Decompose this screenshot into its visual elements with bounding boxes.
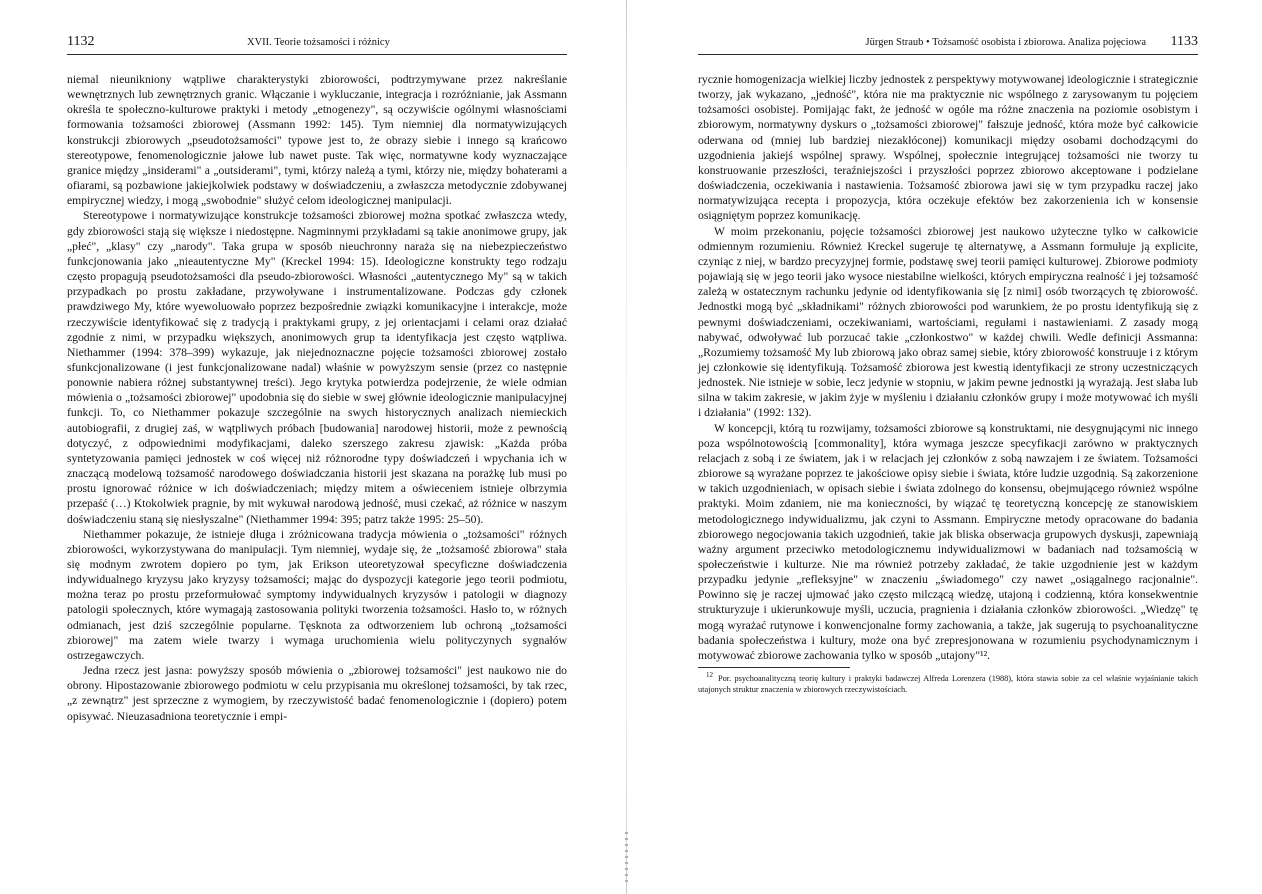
right-paragraph-3: W koncepcji, którą tu rozwijamy, tożsamości zbiorowe są konstruktami, nie desygnującymi nic innego poza wspólnotowością [commonality], która wymaga jeszcze specyfikacji zarówno w praktycznych relacjach z sobą i ze światem, jak i w relacjach jej członków z sobą nawzajem i ze światem. Tożsamości zbiorowe są wyrażane poprzez te jakościowe opisy siebie i świata, które ludzie uzgodnią. Są zakorzenione w takich uzgodnieniach, w opisach siebie i świata zdolnego do konsensu, obejmującego również wspólne praktyki. Moim zdaniem, nie ma konieczności, by wiązać tę teoretyczną koncepcję ze stanowiskiem metodologicznego indywidualizmu, jak czyni to Assmann. Empiryczne metody opracowane do badania zbiorowego negocjowania takich uzgodnień, takie jak bliska obserwacja grupowych dyskusji, zapewniają ważny argument przeciwko metodologicznemu indywidualizmowi w badaniach nad tożsamością w społeczeństwie i kulturze. Nie ma również potrzeby zakładać, że takie uzgodnienie jest w każdym przypadku jedynie „refleksyjne" w znaczeniu „świadomego" czy nawet „osiągalnego racjonalnie". Powinno się je raczej ujmować jako często milczącą wiedzę, utajoną i codzienną, która konsekwentnie strukturyzuje i ukierunkowuje myśli, uczucia, pragnienia i działania członków zbiorowości. „Wiedzę" tę mogą wyrażać rutynowe i konwencjonalne formy zachowania, a także, jak sugerują to psychoanalityczne badania społeczeństwa i kultury, może ona być zrepresjonowana w rozumieniu psychodynamicznym i motywować zbiorowe zachowania tylko w sposób „utajony"¹².: [698, 421, 1198, 662]
left-page: [0, 0, 620, 894]
left-paragraph-3: Niethammer pokazuje, że istnieje długa i zróżnicowana tradycja mówienia o „tożsamości" różnych zbiorowości, wykorzystywana do manipulacji. Tym niemniej, wydaje się, że „tożsamość zbiorowa" stała się modnym zwrotem dopiero po tym, jak Erikson uteoretyzował specyficzne doświadczenia indywidualnego kryzysu jako kryzysy tożsamości; mając do dyspozycji kategorie jego teorii podmiotu, można teraz po prostu przeformułować symptomy indywidualnych kryzysów i patologii w diagnozy patologii społecznych, które wymagają zastosowania polityki tworzenia tożsamości. Hasło to, w różnych odmianach, jest dziś szczególnie popularne. Tęsknota za odtworzeniem lub ochroną „tożsamości zbiorowej" ma zatem wiele twarzy i wymaga uruchomienia wielu polityczynych sygnałów ostrzegawczych.: [67, 527, 567, 662]
book-gutter: [622, 0, 632, 894]
left-paragraph-2: Stereotypowe i normatywizujące konstrukcje tożsamości zbiorowej można spotkać zwłaszcza wtedy, gdy zbiorowości stają się większe i niedostępne. Nagminnymi przykładami są takie anonimowe grupy, jak „płeć", „klasy" czy „narody". Taka grupa w sposób nieuchronny naraża się na niebezpieczeństwo funkcjonowania jako „nieautentyczne My" (Kreckel 1994: 15). Ideologiczne konstrukty tego rodzaju często propagują pseudotożsamości dla pseudo-zbiorowości. Własności „autentycznego My" są w takich przypadkach po prostu zakładane, przywoływane i instrumentalizowane. Podczas gdy członek prawdziwego My, które wyewoluowało poprzez bezpośrednie związki komunikacyjne i interakcje, może rzeczywiście identyfikować się z tradycją i praktykami grupy, z jej orientacjami i celami oraz działać zgodnie z nimi, w przypadku większych, anonimowych grup ta identyfikacja jest często wątpliwa. Niethammer (1994: 378–399) wykazuje, jak niejednoznaczne pojęcie tożsamości zbiorowej zostało sfunkcjonalizowane (i jest funkcjonalizowane nadal) właśnie w powyższym sensie (przez co następnie ponownie nabiera różnej substantywnej treści). Jego krytyka potwierdza podejrzenie, że wiele odmian mówienia o „tożsamości zbiorowej" upodobnia się do siebie w swej głównie ideologicznie manipulacyjnej funkcji. To, co Niethammer pokazuje szczególnie na swych historycznych analizach niemieckich autobiografii, z drugiej zaś, w wątpliwych próbach [budowania] narodowej historii, może z pewnością dotyczyć, z odpowiednimi modyfikacjami, daleko szerszego zakresu zjawisk: „Każda próba syntetyzowania pamięci jednostek w coś więcej niż różnorodne typy doświadczeń i wpychania ich w znaczącą modelową tożsamość narodowego doświadczania historii jest skazana na porażkę lub musi po prostu ignorować różnice w ich doświadczeniach; między mitem a oświeceniem istnieje olbrzymia przepaść (…) Ktokolwiek pragnie, by mit wykuwał narodową jedność, musi czekać, aż różnice w naszym doświadczeniu staną się niesłyszalne" (Niethammer 1994: 395; patrz także 1995: 25–50).: [67, 209, 567, 526]
left-paragraph-1: niemal nieunikniony wątpliwe charakterystyki zbiorowości, podtrzymywane przez nakreślanie wewnętrznych lub zewnętrznych granic. Włączanie i wykluczanie, integracja i rozróżnianie, jak Assmann określa te społeczno-kulturowe praktyki i metody „etnogenezy", są oczywiście ogólnymi własnościami formowania tożsamości zbiorowej (Assmann 1992: 145). Tym niemniej dla normatywizujących konstrukcji zbiorowych „pseudotożsamości" typowe jest to, że obrazy siebie i innego są krańcowo stereotypowe, fenomenologicznie jałowe lub nawet puste. Tak więc, normatywne kody wyznaczające granice między „insiderami" a „outsiderami", tymi, którzy należą a tymi, którzy nie, między bohaterami a ofiarami, są pozbawione jakiejkolwiek podstawy w doświadczeniu, a zwłaszcza metodycznie zdobywanej empirycznej wiedzy, i mogą „swobodnie" służyć celom ideologicznej manipulacji.: [67, 73, 567, 208]
left-body-text: [67, 72, 567, 724]
footnote-divider: [698, 667, 850, 668]
right-body-text: [698, 72, 1198, 695]
left-running-header: [67, 34, 567, 55]
left-page-number: 1132: [67, 34, 95, 49]
right-paragraph-2: W moim przekonaniu, pojęcie tożsamości zbiorowej jest naukowo użyteczne tylko w całkowicie odmiennym rozumieniu. Również Kreckel sugeruje tę alternatywę, a Assmann formułuje ją explicite, czyniąc z niej, w bardzo precyzyjnej formie, podstawę swej teorii pamięci kulturowej. Zbiorowe podmioty pojawiają się w jego teorii jako wysoce niestabilne wielkości, których empiryczna realność i jej tożsamość zależą w ostatecznym rachunku jedynie od identyfikowania się [z nimi] osób tworzących tę zbiorowość. Jednostki mogą być „składnikami" różnych zbiorowości pod warunkiem, że po prostu identyfikują się z pewnymi doświadczeniami, oczekiwaniami, wartościami, regułami i nastawieniami. Z zasady mogą nabywać, odwoływać lub porzucać takie „członkostwo" w każdej chwili. Wedle definicji Assmanna: „Rozumiemy tożsamość My lub zbiorową jako obraz samej siebie, który zbiorowość konstruuje i z którym jej członkowie się identyfikują. Tożsamość zbiorowa jest kwestią identyfikacji ze strony uczestniczących jednostek. Nie istnieje w sobie, lecz jedynie w stopniu, w jakim pewne jednostki ją wyrażają. Jest słaba lub silna w takim zakresie, w jakim żyje w myśleniu i działaniu członków grupy i może motywować ich myśli i działania" (1992: 132).: [698, 224, 1198, 420]
footnote-text: Por. psychoanalityczną teorię kultury i praktyki badawczej Alfreda Lorenzera (1988), która stawia sobie za cel właśnie wyjaśnianie takich utajonych struktur znaczenia w zbiorowych rzeczywistościach.: [698, 674, 1198, 695]
gutter-scan-artifact: [625, 832, 628, 882]
gutter-fold-line: [626, 0, 627, 894]
right-running-head-title: Jürgen Straub • Tożsamość osobista i zbiorowa. Analiza pojęciowa: [865, 37, 1146, 48]
footnote-marker: 12: [706, 671, 713, 680]
left-paragraph-4: Jedna rzecz jest jasna: powyższy sposób mówienia o „zbiorowej tożsamości" jest naukowo nie do obrony. Hipostazowanie zbiorowego podmiotu w celu przypisania mu określonej tożsamości, by tak rzec, „z zewnątrz" jest sprzeczne z wymogiem, by rzeczywistość badać fenomenologicznie i (dopiero) potem opisywać. Nieuzasadniona teoretycznie i empi-: [67, 664, 567, 723]
left-running-head-title: XVII. Teorie tożsamości i różnicy: [247, 37, 390, 48]
right-page: [634, 0, 1262, 894]
right-running-header: [698, 34, 1198, 55]
right-paragraph-1: rycznie homogenizacja wielkiej liczby jednostek z perspektywy motywowanej ideologicznie i strategicznie tworzy, jak wykazano, „jedność", która nie ma praktycznie nic wspólnego z zarysowanym tu pojęciem tożsamości osobistej. Pomijając fakt, że jedność w ogóle ma różne znaczenia na poziomie osobistym i zbiorowym, normatywny dyskurs o „tożsamości zbiorowej" fałszuje jedność, która może być całkowicie oderwana od (mniej lub bardziej niezakłóconej) komunikacji między osobami dochodzącymi do uzgodnienia jakiejś wspólnej sprawy. Wspólnej, społecznie integrującej tożsamości nie tworzy tu konstruowanie przeszłości, teraźniejszości i przyszłości poprzez zbiorowo akceptowane i podzielane doświadczenia, oczekiwania i nastawienia. Tożsamość zbiorowa jawi się w tym przypadku raczej jako normatywizująca recepta i propozycja, która oczekuje efektów bez zakorzenienia ich w konsensie osiągniętym poprzez komunikację.: [698, 73, 1198, 223]
right-page-number: 1133: [1170, 34, 1198, 49]
footnote-12: [698, 673, 1198, 695]
